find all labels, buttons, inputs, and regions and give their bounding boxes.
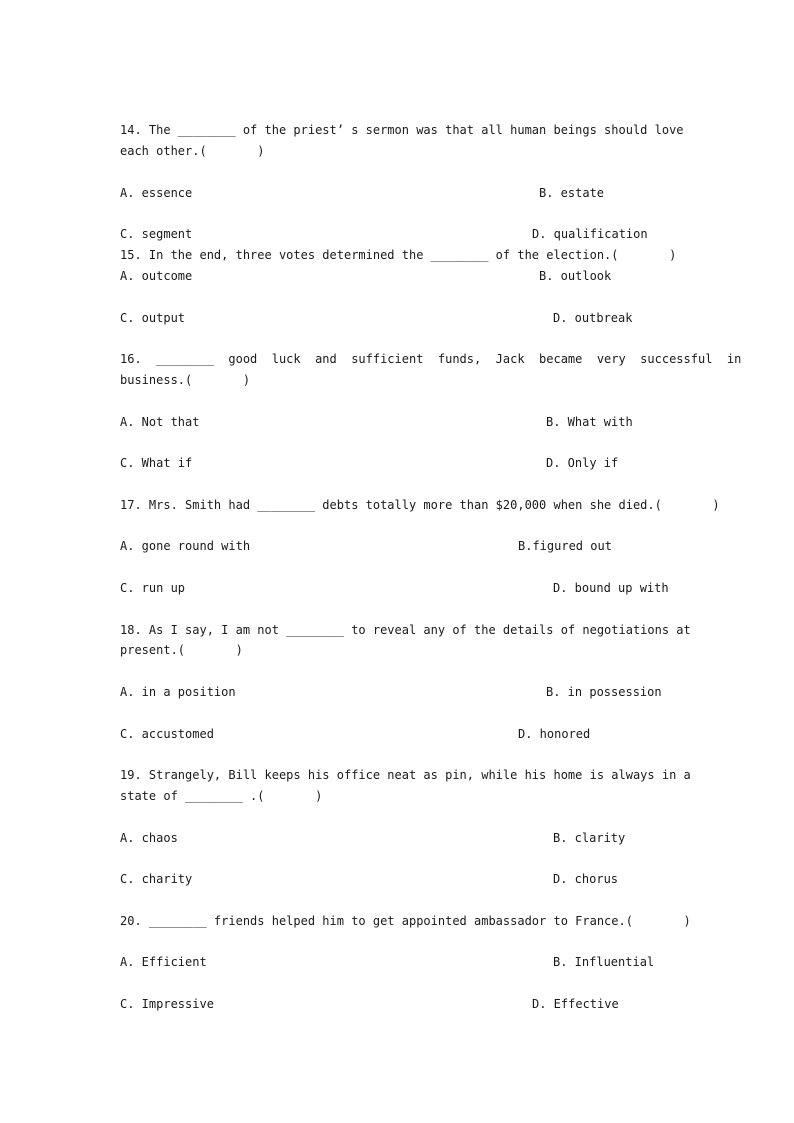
question-14-option-d: D. qualification <box>532 227 648 241</box>
question-14-stem-line1: 14. The ________ of the priest’ s sermon was that all human beings should love <box>120 123 684 137</box>
question-20-option-c: C. Impressive <box>120 997 214 1011</box>
question-14-option-a: A. essence <box>120 186 193 200</box>
question-19-stem-line1: 19. Strangely, Bill keeps his office neat as pin, while his home is always in a <box>120 768 691 782</box>
question-17-option-d: D. bound up with <box>553 581 669 595</box>
question-15-stem-line1: 15. In the end, three votes determined the ________ of the election.( ) <box>120 248 677 262</box>
question-17-stem-line1: 17. Mrs. Smith had ________ debts totally more than $20,000 when she died.( ) <box>120 498 720 512</box>
question-15-option-b: B. outlook <box>539 269 612 283</box>
question-16-option-a: A. Not that <box>120 415 200 429</box>
question-18-stem-line1: 18. As I say, I am not ________ to reveal any of the details of negotiations at <box>120 623 691 637</box>
question-16-option-b: B. What with <box>546 415 633 429</box>
question-15-option-c: C. output <box>120 311 186 325</box>
question-20-option-b: B. Influential <box>553 955 655 969</box>
question-16-option-d: D. Only if <box>546 456 619 470</box>
question-16-stem-line2: business.( ) <box>120 373 251 387</box>
question-17-option-c: C. run up <box>120 581 186 595</box>
question-16-stem-line1: 16. ________ good luck and sufficient funds, Jack became very successful in <box>120 352 742 366</box>
question-14-stem-line2: each other.( ) <box>120 144 265 158</box>
question-18-stem-line2: present.( ) <box>120 643 243 657</box>
question-19-option-a: A. chaos <box>120 831 178 845</box>
question-20-option-a: A. Efficient <box>120 955 207 969</box>
question-18-option-b: B. in possession <box>546 685 662 699</box>
question-19-option-b: B. clarity <box>553 831 626 845</box>
question-14-option-c: C. segment <box>120 227 193 241</box>
question-19-stem-line2: state of ________ .( ) <box>120 789 323 803</box>
question-20-option-d: D. Effective <box>532 997 619 1011</box>
question-18-option-a: A. in a position <box>120 685 236 699</box>
question-20-stem-line1: 20. ________ friends helped him to get appointed ambassador to France.( ) <box>120 914 691 928</box>
question-16-option-c: C. What if <box>120 456 193 470</box>
question-15-option-d: D. outbreak <box>553 311 633 325</box>
question-17-option-a: A. gone round with <box>120 539 251 553</box>
question-18-option-d: D. honored <box>518 727 591 741</box>
question-19-option-c: C. charity <box>120 872 193 886</box>
question-19-option-d: D. chorus <box>553 872 619 886</box>
question-15-option-a: A. outcome <box>120 269 193 283</box>
question-18-option-c: C. accustomed <box>120 727 214 741</box>
question-14-option-b: B. estate <box>539 186 605 200</box>
question-17-option-b: B.figured out <box>518 539 612 553</box>
